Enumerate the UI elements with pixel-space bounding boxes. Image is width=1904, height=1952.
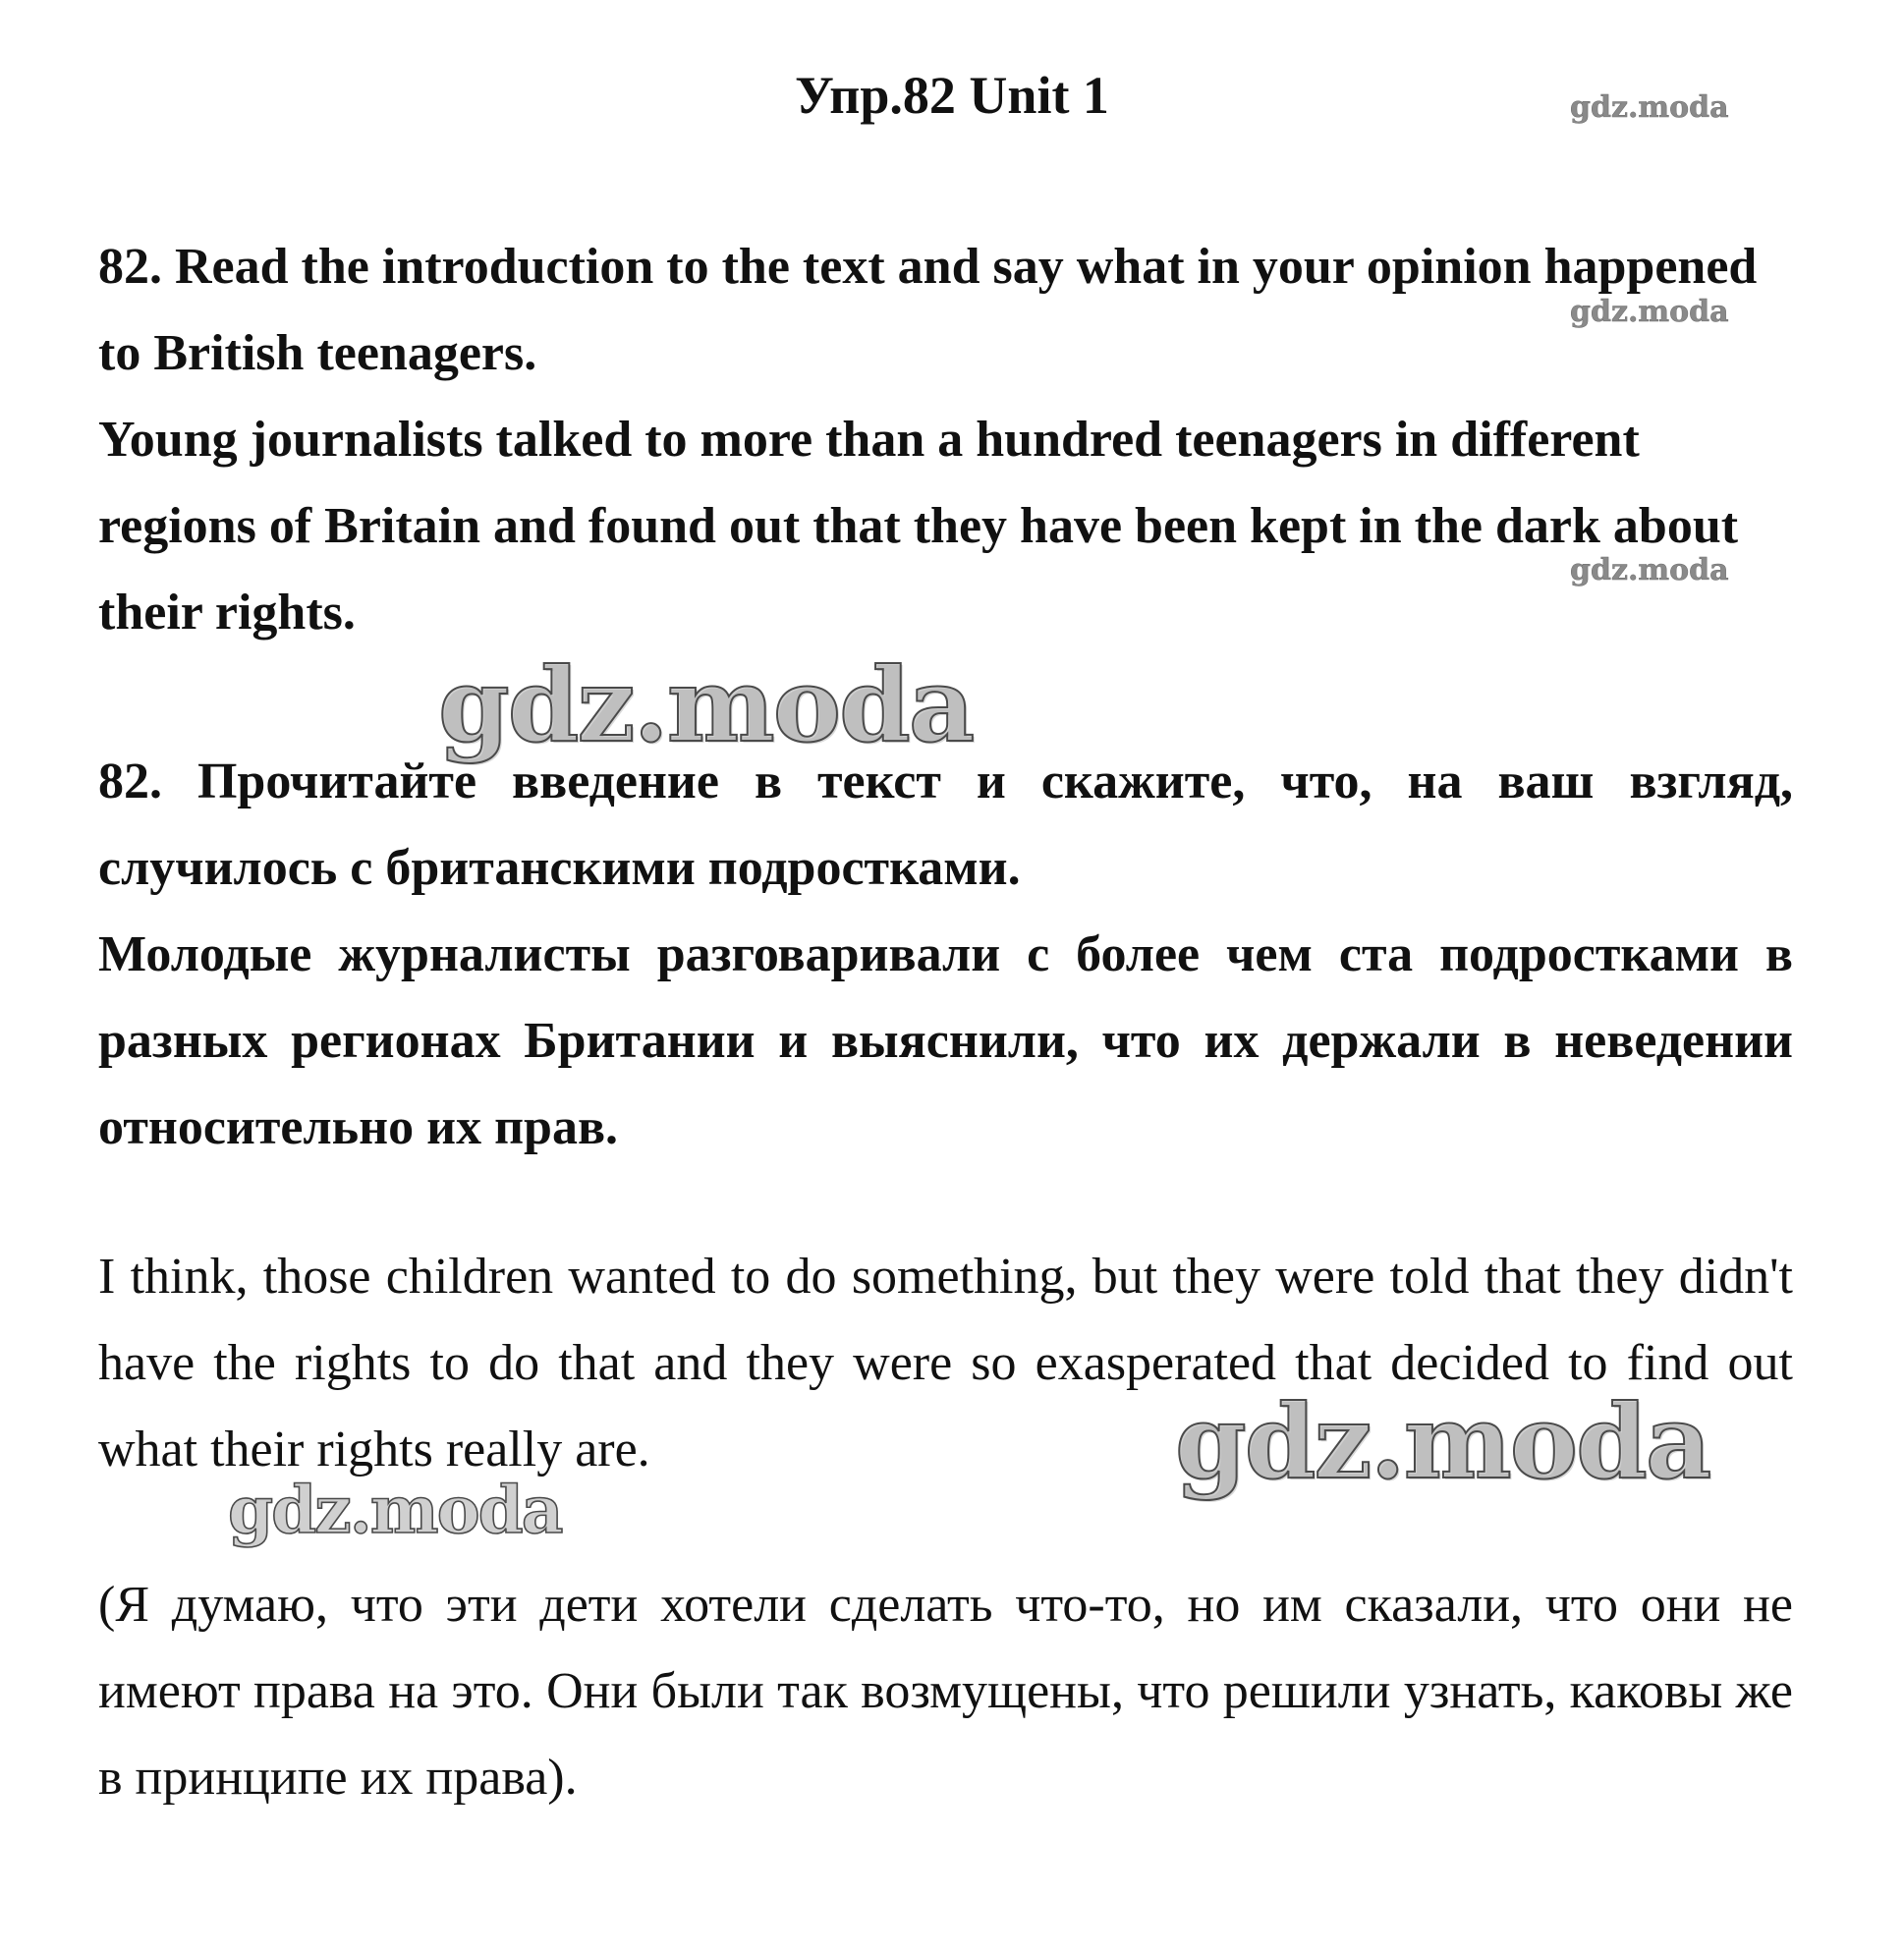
watermark: gdz.moda xyxy=(1570,90,1729,125)
answer-russian-text: (Я думаю, что эти дети хотели сделать что-то, но им сказали, что они не имеют права на это. Они были так возмущены, что решили узнать, каковы же в принципе их права). xyxy=(98,1577,1793,1806)
answer-russian xyxy=(98,1562,1793,1821)
task-russian-question: 82. Прочитайте введение в текст и скажите, что, на ваш взгляд, случилось с британскими подростками. xyxy=(98,753,1793,896)
watermark: gdz.moda xyxy=(228,1472,562,1548)
task-english-question: 82. Read the introduction to the text and say what in your opinion happened to British teenagers. xyxy=(98,239,1758,381)
answer-english xyxy=(98,1234,1793,1493)
watermark: gdz.moda xyxy=(1570,553,1729,587)
watermark: gdz.moda xyxy=(1570,295,1729,329)
task-english xyxy=(98,224,1793,656)
task-english-text: Young journalists talked to more than a hundred teenagers in different regions of Britain and found out that they have been kept in the dark about their rights. xyxy=(98,412,1739,641)
page-title: Упр.82 Unit 1 xyxy=(795,66,1109,125)
answer-english-text: I think, those children wanted to do something, but they were told that they didn't have the rights to do that and they were so exasperated that decided to find out what their rights really are. xyxy=(98,1249,1793,1478)
watermark: gdz.moda xyxy=(438,644,974,765)
task-russian xyxy=(98,739,1793,1171)
task-russian-text: Молодые журналисты разговаривали с более чем ста подростками в разных регионах Британии и выяснили, что их держали в неведении относительно их прав. xyxy=(98,926,1793,1155)
watermark: gdz.moda xyxy=(1175,1381,1710,1502)
